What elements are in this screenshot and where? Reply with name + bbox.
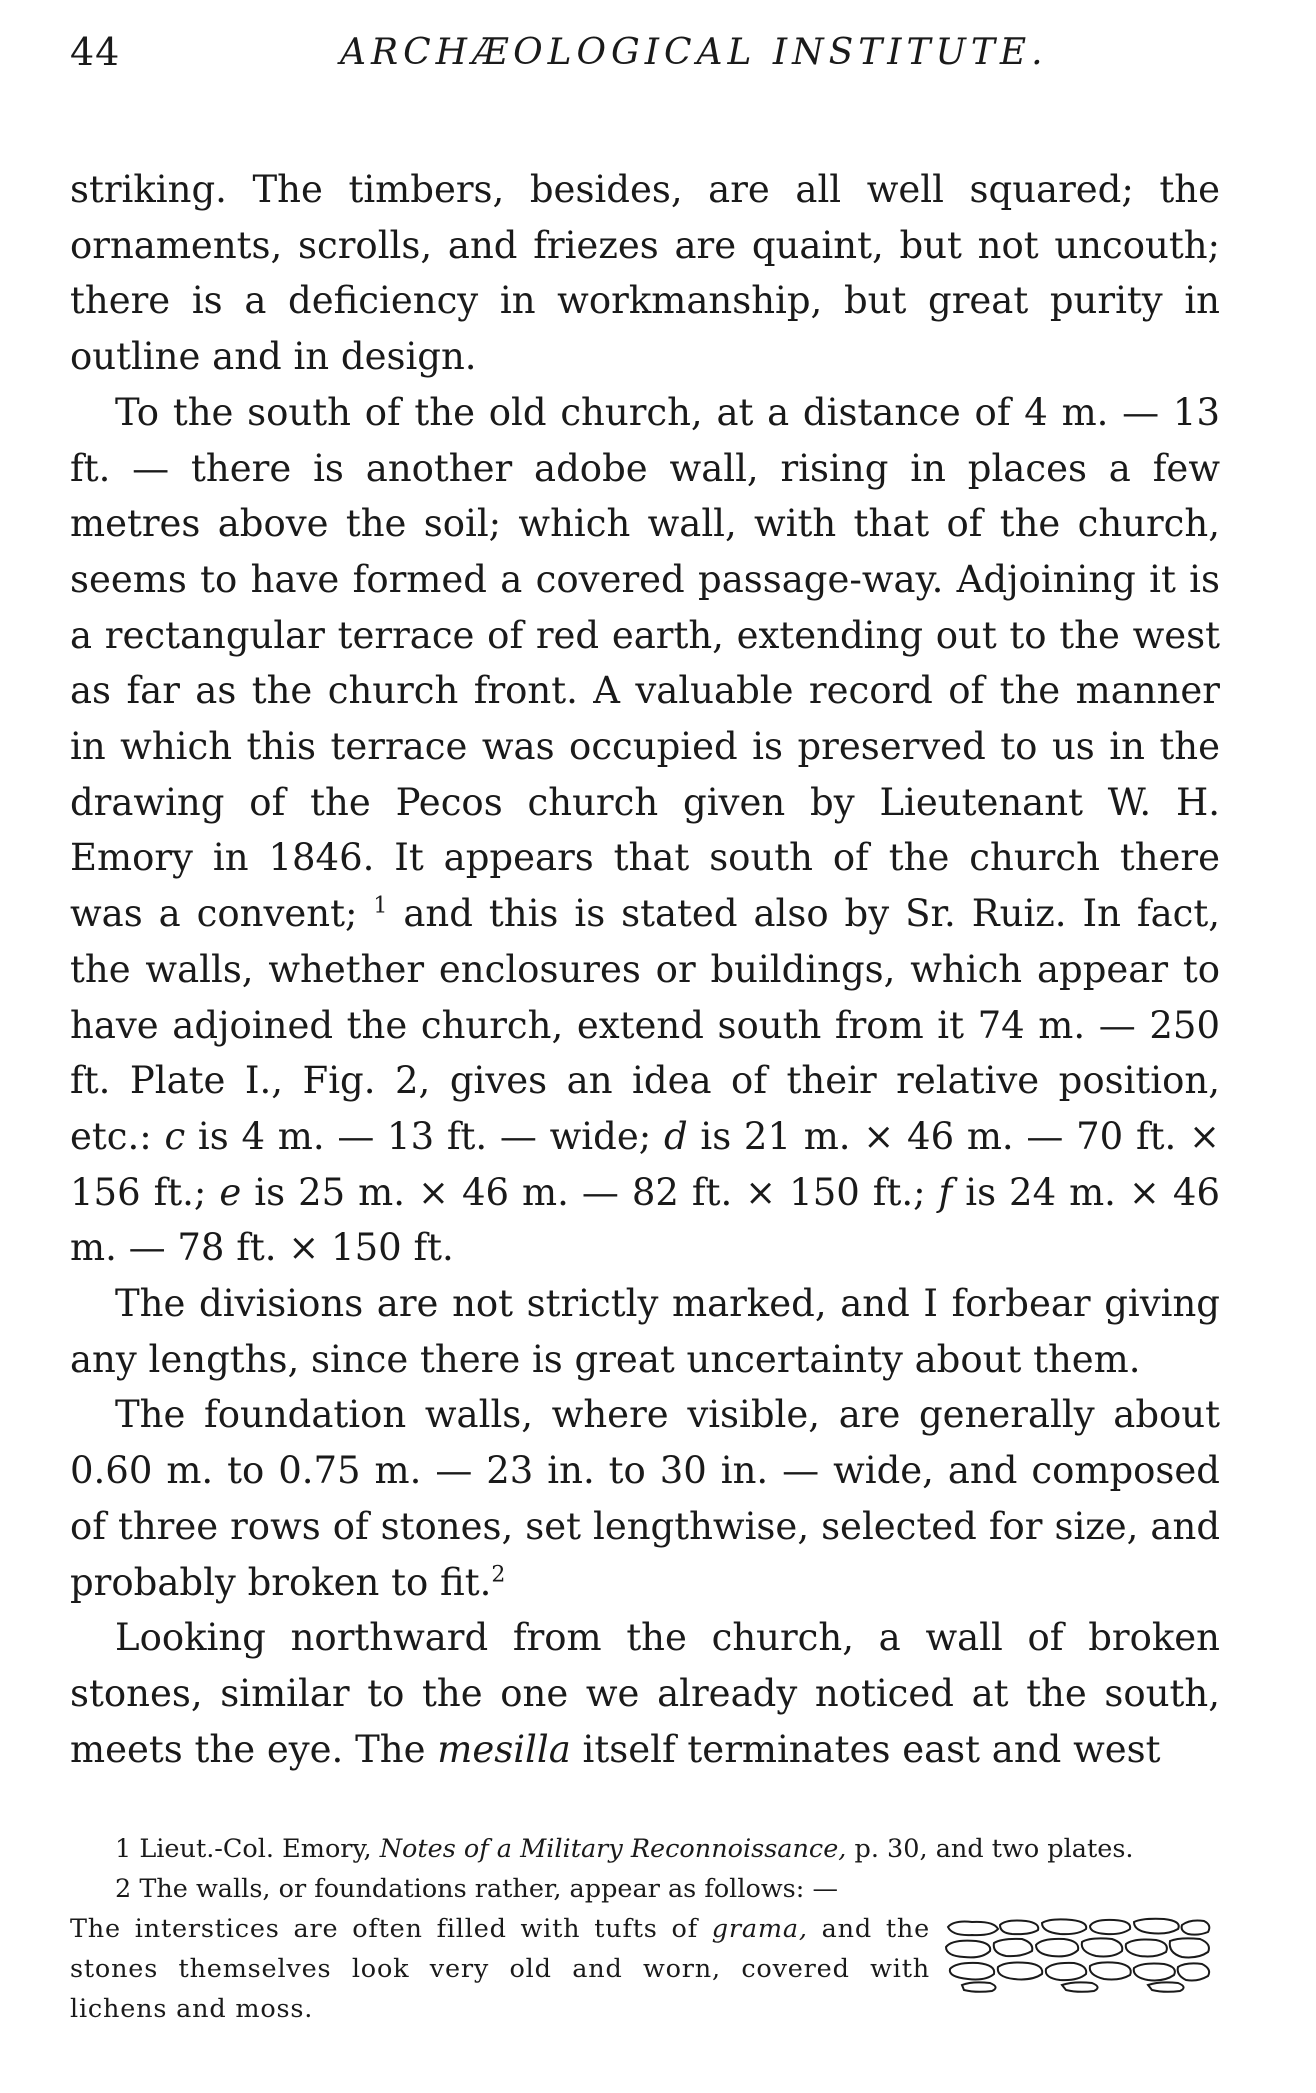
- plate-letter-d: d: [663, 1114, 688, 1158]
- footnote-ref-1[interactable]: 1: [373, 893, 388, 919]
- stone-wall-illustration: [942, 1917, 1214, 1993]
- paragraph-4: The foundation walls, where visible, are generally about 0.60 m. to 0.75 m. — 23 in. to 30 in. — wide, and composed of three rows of stones, set lengthwise, selected for size, and probably broken to fit.$^2$: [70, 1393, 1220, 1604]
- footnote-2-number: 2: [115, 1874, 132, 1905]
- footnote-1: 1 Lieut.-Col. Emory, Notes of a Military Reconnoissance, p. 30, and two plates.: [115, 1834, 1134, 1865]
- footnote-2: 2 The walls, or foundations rather, appear as follows: — The interstices are often filled with tufts of grama, and the stones themselves look very old and worn, covered with lichens and moss.: [70, 1869, 1220, 2029]
- footnotes: [70, 1829, 1220, 2029]
- plate-letter-e: e: [219, 1170, 242, 1214]
- mesilla-term: mesilla: [437, 1727, 571, 1771]
- footnote-1-title: Notes of a Military Reconnoissance,: [379, 1834, 847, 1865]
- grama-term: grama,: [711, 1914, 808, 1945]
- footnote-ref-2[interactable]: 2: [491, 1562, 506, 1588]
- page: [70, 30, 1220, 2029]
- paragraph-5: Looking northward from the church, a wall of broken stones, similar to the one we already noticed at the south, meets the eye. The mesilla itself terminates east and west: [70, 1616, 1220, 1771]
- running-head: [70, 30, 1220, 90]
- footnote-1-number: 1: [115, 1834, 132, 1865]
- paragraph-1: striking. The timbers, besides, are all well squared; the ornaments, scrolls, and friezes are quaint, but not uncouth; there is a deficiency in workmanship, but great purity in outline and in design.: [70, 168, 1220, 379]
- plate-letter-f: f: [938, 1170, 953, 1214]
- plate-letter-c: c: [164, 1114, 186, 1158]
- body-text: [70, 162, 1220, 1777]
- page-number: 44: [70, 30, 121, 74]
- paragraph-3: The divisions are not strictly marked, and I forbear giving any lengths, since there is great uncertainty about them.: [70, 1282, 1220, 1381]
- running-title: ARCHÆOLOGICAL INSTITUTE.: [340, 32, 1048, 73]
- paragraph-2: To the south of the old church, at a distance of 4 m. — 13 ft. — there is another adobe wall, rising in places a few metres above the soil; which wall, with that of the church, seems to have formed a covered passage-way. Adjoining it is a rectangular terrace of red earth, extending out to the west as far as the church front. A valuable record of the manner in which this terrace was occupied is preserved to us in the drawing of the Pecos church given by Lieutenant W. H. Emory in 1846. It appears that south of the church there was a convent; $^1$ and this is stated also by Sr. Ruiz. In fact, the walls, whether enclosures or buildings, which appear to have adjoined the church, extend south from it 74 m. — 250 ft. Plate I., Fig. 2, gives an idea of their relative position, etc.: c is 4 m. — 13 ft. — wide; d is 21 m. × 46 m. — 70 ft. × 156 ft.; e is 25 m. × 46 m. — 82 ft. × 150 ft.; f is 24 m. × 46 m. — 78 ft. × 150 ft.: [70, 390, 1221, 1270]
